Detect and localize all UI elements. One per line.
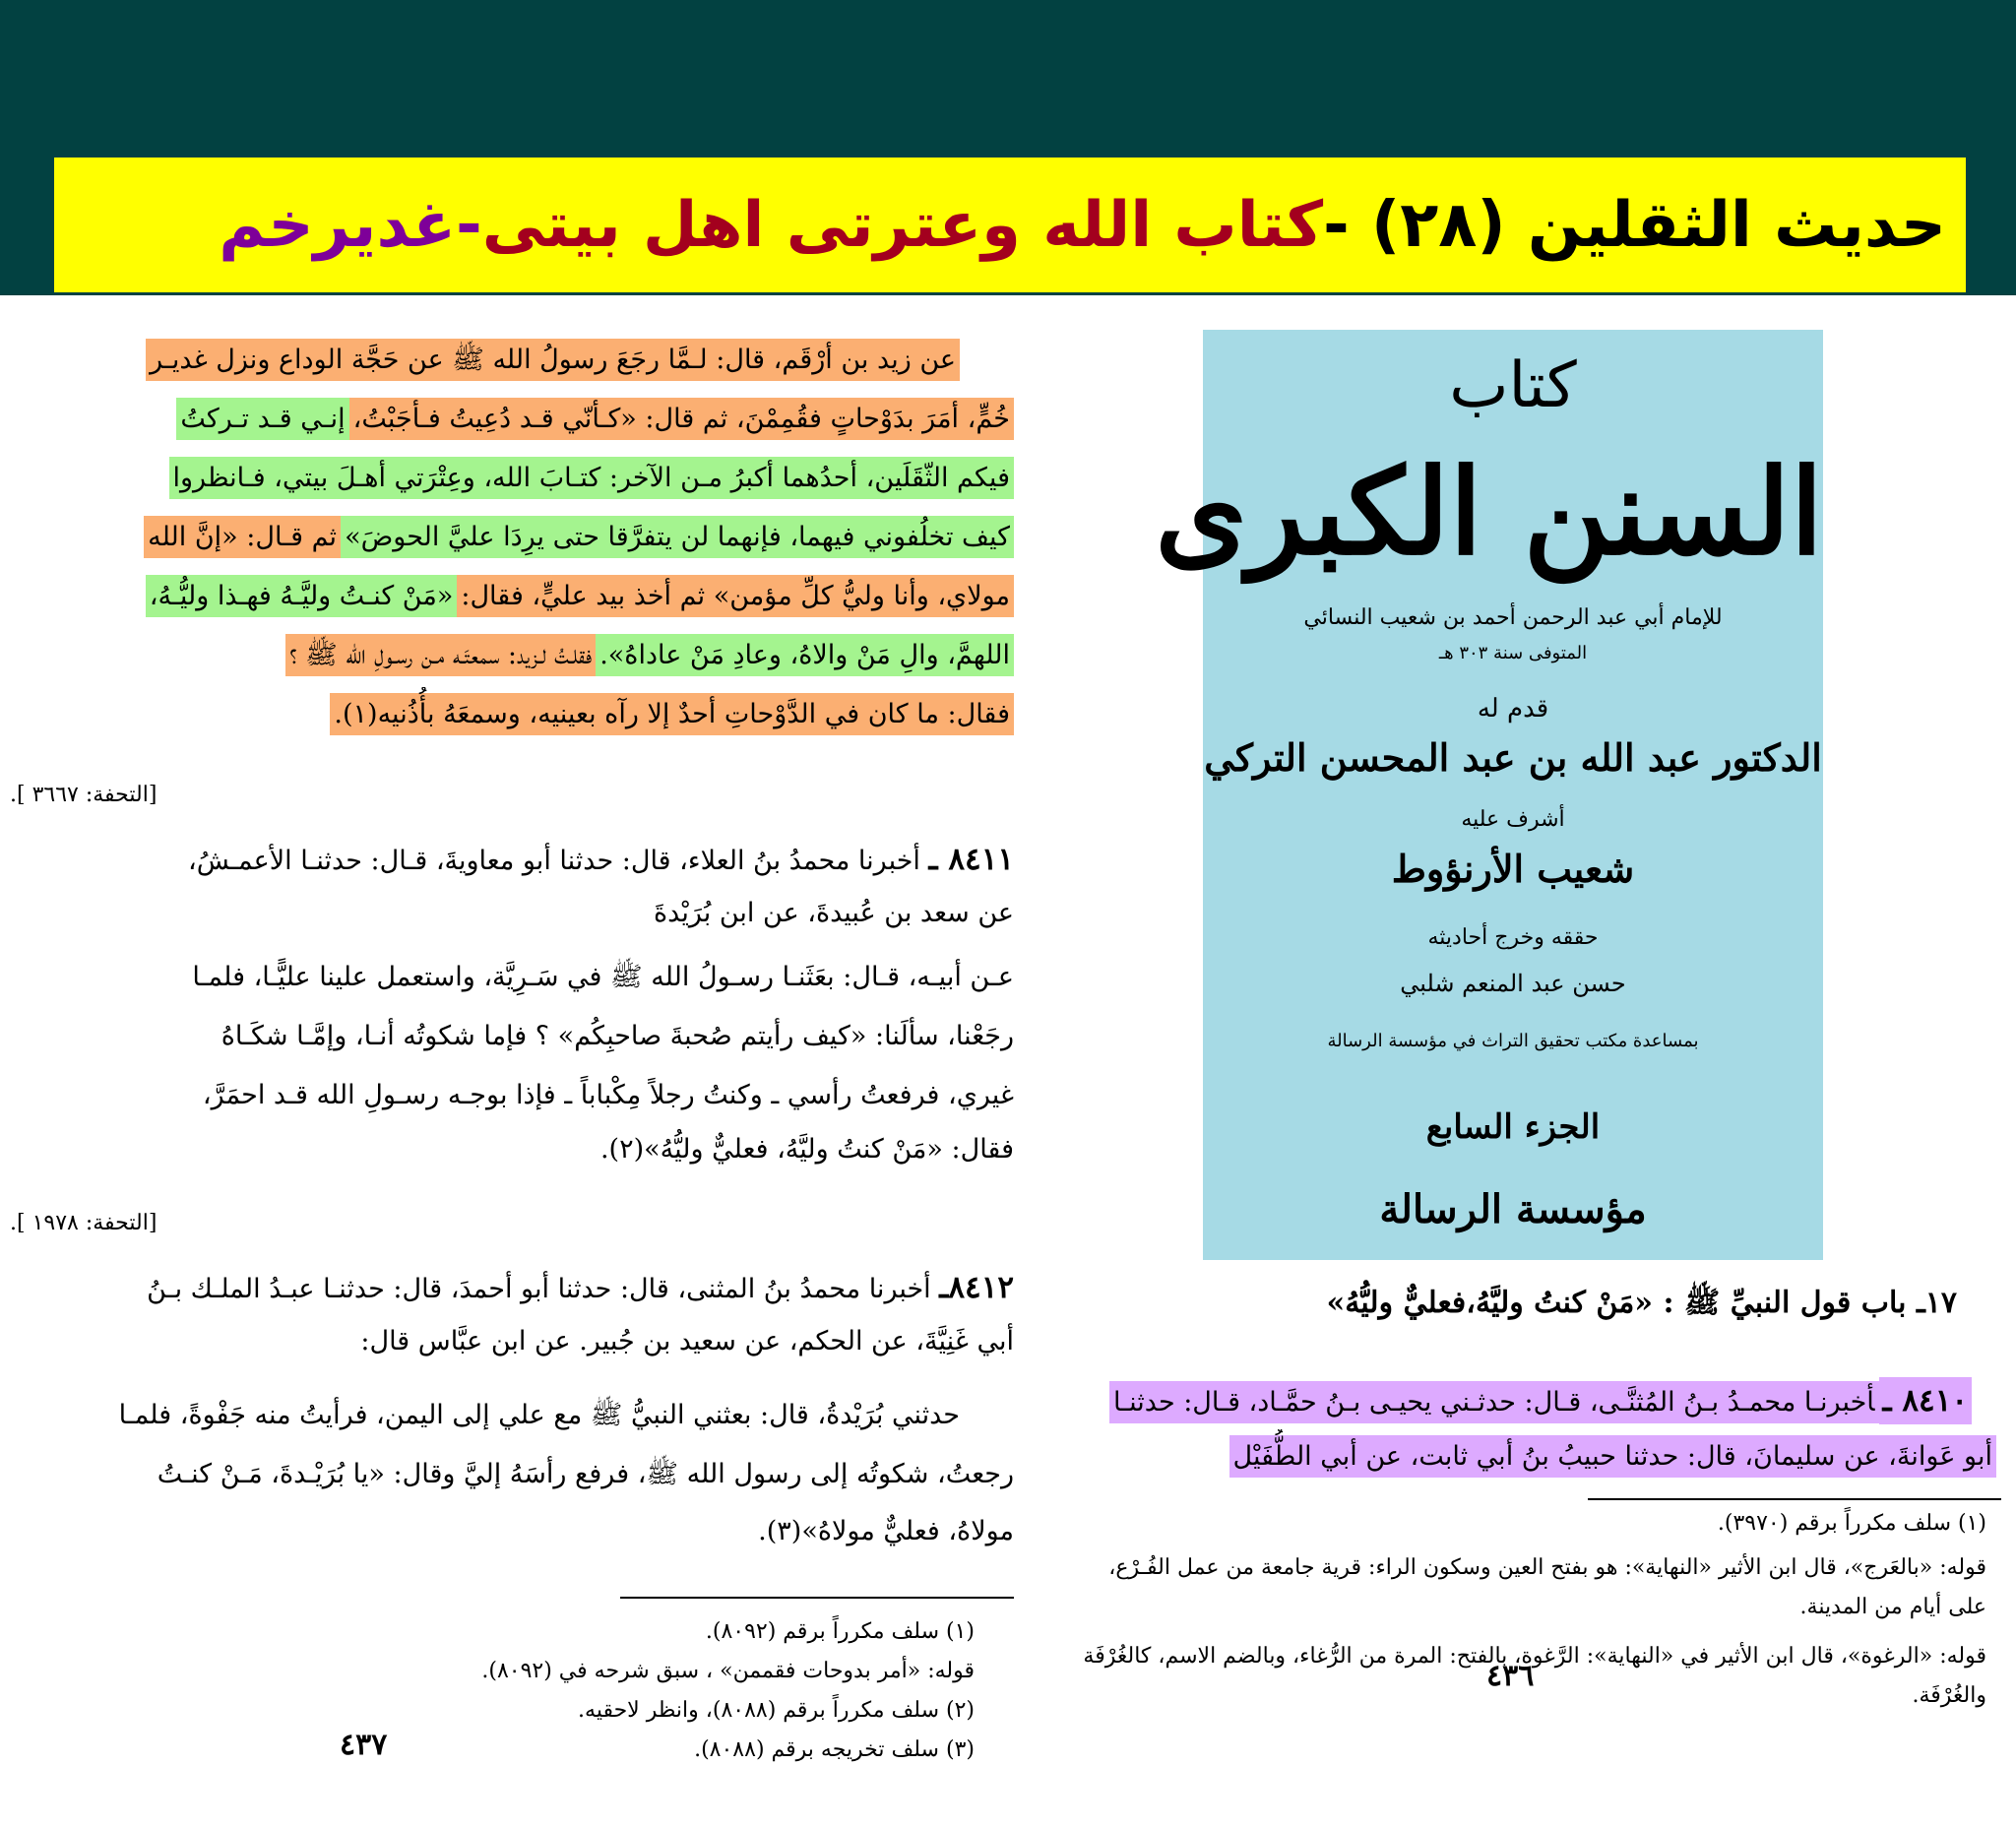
text-line bbox=[285, 628, 1014, 683]
cover-editor: الدكتور عبد الله بن عبد المحسن التركي bbox=[1204, 735, 1822, 780]
tuhfa-reference: [التحفة: ١٩٧٨ ]. bbox=[10, 1211, 158, 1235]
cover-verified-label: حققه وخرج أحاديثه bbox=[1427, 925, 1599, 950]
page-number: ٤٣٦ bbox=[1486, 1659, 1535, 1693]
text-segment: غيري، فرفعتُ رأسي ـ وكنتُ رجلاً مِكْباباً ـ فإذا بوجـه رسـولِ الله قـد احمَرَّ، bbox=[202, 1080, 1014, 1110]
text-segment: عـن أبيـه، قـال: بعَثَنـا رسـولُ الله ﷺ في سَـرِيَّة، واستعمل علينا عليًّـا، فلمـا bbox=[192, 962, 1014, 992]
text-segment: رجعتُ، شكوتُه إلى رسول الله ﷺ، فرفع رأسَهُ إليَّ وقال: «يا بُرَيْـدةَ، مَـنْ كنـتُ bbox=[157, 1459, 1014, 1489]
text-segment: رجَعْنا، سألَنا: «كيف رأيتم صُحبةَ صاحبِكُم» ؟ فإما شكوتُه أنـا، وإمَّـا شكَـاهُ bbox=[220, 1021, 1014, 1051]
tuhfa-reference: [التحفة: ٣٦٦٧ ]. bbox=[10, 783, 158, 807]
text-line bbox=[119, 1388, 960, 1443]
highlight-segment: «مَنْ كنـتُ وليَّـهُ فهـذا وليُّـهُ، bbox=[146, 575, 458, 617]
cover-author: للإمام أبي عبد الرحمن أحمد بن شعيب النسائي bbox=[1303, 605, 1723, 630]
highlight-segment: عن زيد بن أرْقَم، قال: لـمَّا رجَعَ رسولُ الله ﷺ عن حَجَّة الوداع ونزل غديـر bbox=[146, 339, 960, 381]
footnote: والغُرْفَة. bbox=[1912, 1683, 1986, 1708]
text-line bbox=[188, 832, 1014, 887]
highlight-segment: خُمٍّ، أمَرَ بدَوْحاتٍ فقُمِمْنَ، ثم قال: «كـأنّي قـد دُعِيتُ فـأجَبْتُ، bbox=[349, 398, 1014, 440]
highlight-segment: فقلـتُ لـزيد: سمعتَـه مـن رسـولِ الله ﷺ ؟ bbox=[285, 634, 596, 676]
right-page bbox=[1039, 1270, 2016, 1828]
cover-died: المتوفى سنة ٣٠٣ هـ bbox=[1438, 643, 1588, 663]
text-line bbox=[600, 1122, 1014, 1177]
text-line bbox=[758, 1504, 1014, 1559]
cover-volume: الجزء السابع bbox=[1425, 1107, 1601, 1147]
highlight-segment: مولاي، وأنا وليُّ كلِّ مؤمن» ثم أخذ بيد عليٍّ، فقال: bbox=[457, 575, 1014, 617]
footnote: قوله: «الرغوة»، قال ابن الأثير في «النهاية»: الرَّغوة، بالفتح: المرة من الرُّغاء، وبالضم الاسم، كالغُرْفَة bbox=[1083, 1644, 1986, 1669]
title-banner bbox=[54, 158, 1966, 292]
footnote: (٣) سلف تخريجه برقم (٨٠٨٨). bbox=[694, 1737, 975, 1762]
book-cover bbox=[1155, 330, 1823, 1260]
highlight-segment: كيف تخلُفوني فيهما، فإنهما لن يتفرَّقا حتى يرِدَا عليَّ الحوضَ» bbox=[341, 516, 1014, 558]
cover-intro-label: قدم له bbox=[1477, 694, 1549, 724]
hadith-number: ٨٤١١ ـ bbox=[928, 842, 1014, 877]
text-segment: حدثني بُرَيْدةُ، قال: بعثني النبيُّ ﷺ مع علي إلى اليمن، فرأيتُ منه جَفْوةً، فلمـا bbox=[118, 1400, 960, 1430]
text-line bbox=[147, 1260, 1014, 1315]
highlight-segment: ثم قـال: «إنَّ الله bbox=[144, 516, 341, 558]
left-page bbox=[10, 295, 1014, 1828]
highlight-segment: أخبرنـا محمـدُ بـنُ المُثنَّـى، قـال: حدثـني يحيـى بـنُ حمَّـاد، قـال: حدثنـا bbox=[1109, 1381, 1879, 1423]
text-line bbox=[203, 1068, 1014, 1123]
text-segment: فقال: «مَنْ كنتُ وليَّهُ، فعليٌّ وليُّهُ»(٢). bbox=[599, 1134, 1014, 1165]
text-segment: أبي غَنِيَّةَ، عن الحكم، عن سعيد بن جُبير. عن ابن عبَّاس قال: bbox=[360, 1326, 1014, 1356]
text-line bbox=[654, 886, 1014, 941]
text-segment: مولاهُ، فعليٌّ مولاهُ»(٣). bbox=[758, 1516, 1014, 1546]
text-line bbox=[146, 333, 960, 388]
footnote: قوله: «بالعَرج»، قال ابن الأثير «النهاية»: هو بفتح العين وسكون الراء: قرية جامعة من عمل الفُـرْع، bbox=[1108, 1555, 1986, 1580]
text-line bbox=[144, 510, 1014, 565]
text-segment: أخبرنا محمدُ بنُ العلاء، قال: حدثنا أبو معاويةَ، قـال: حدثنـا الأعمـشُ، bbox=[187, 846, 920, 876]
text-line bbox=[221, 1009, 1014, 1064]
hadith-number: ٨٤١٠ ـ bbox=[1879, 1377, 1972, 1424]
text-line bbox=[330, 687, 1014, 742]
text-line bbox=[1109, 1373, 1972, 1428]
highlight-segment: اللهمَّ، والِ مَنْ والاهُ، وعادِ مَنْ عاداهُ». bbox=[596, 634, 1014, 676]
text-line bbox=[176, 392, 1014, 447]
footnote: (٢) سلف مكرراً برقم (٨٠٨٨)، وانظر لاحقيه. bbox=[578, 1698, 975, 1723]
text-line bbox=[169, 451, 1014, 506]
chapter-heading: ١٧ـ باب قول النبيِّ ﷺ : «مَنْ كنتُ وليَّهُ،فعليٌّ وليُّهُ» bbox=[1326, 1286, 1957, 1320]
text-line bbox=[158, 1447, 1014, 1502]
cover-verifier: حسن عبد المنعم شلبي bbox=[1400, 970, 1626, 997]
footnote: على أيام من المدينة. bbox=[1799, 1595, 1986, 1619]
text-line bbox=[192, 950, 1014, 1005]
footnote-rule bbox=[1588, 1498, 2001, 1500]
highlight-segment: إنـي قـد تـركتُ bbox=[176, 398, 348, 440]
cover-assistance: بمساعدة مكتب تحقيق التراث في مؤسسة الرسالة bbox=[1327, 1031, 1699, 1051]
text-segment: عن سعد بن عُبيدةَ، عن ابن بُرَيْدةَ bbox=[654, 898, 1014, 928]
cover-book-label: كتاب bbox=[1449, 349, 1577, 422]
footnote: قوله: «أمر بدوحات فقممن» ، سبق شرحه في (٨٠٩٢). bbox=[481, 1659, 975, 1683]
title-part-3: -غديرخم bbox=[219, 188, 482, 262]
hadith-number: ٨٤١٢ـ bbox=[939, 1270, 1014, 1305]
cover-supervise-label: أشرف عليه bbox=[1461, 807, 1565, 832]
highlight-segment: أبو عَوانةَ، عن سليمانَ، قال: حدثنا حبيبُ بنُ أبي ثابت، عن أبي الطُّفَيْل bbox=[1229, 1435, 1996, 1478]
footnote: (١) سلف مكرراً برقم (٨٠٩٢). bbox=[705, 1619, 975, 1644]
text-line bbox=[360, 1314, 1014, 1369]
cover-publisher: مؤسسة الرسالة bbox=[1379, 1186, 1647, 1232]
title-part-2: كتاب الله وعترتى اهل بيتى bbox=[481, 188, 1324, 262]
footnote-rule bbox=[620, 1597, 1014, 1599]
text-line bbox=[1229, 1429, 1996, 1484]
title-part-1: حديث الثقلين (٢٨) - bbox=[1323, 188, 1946, 262]
text-segment: أخبرنا محمدُ بنُ المثنى، قال: حدثنا أبو أحمدَ، قال: حدثنـا عبـدُ الملـك بـنُ bbox=[147, 1274, 931, 1304]
highlight-segment: فقال: ما كان في الدَّوْحاتِ أحدٌ إلا رآه بعينيه، وسمعَهُ بأُذُنيه(١). bbox=[330, 693, 1014, 735]
page-number: ٤٣٧ bbox=[340, 1728, 388, 1762]
cover-supervisor: شعيب الأرنؤوط bbox=[1391, 847, 1635, 891]
text-line bbox=[146, 569, 1014, 624]
footnote: (١) سلف مكرراً برقم (٣٩٧٠). bbox=[1717, 1511, 1986, 1536]
highlight-segment: فيكم الثّقَلَين، أحدُهما أكبرُ مـن الآخر: كتـابَ الله، وعِتْرَتي أهـلَ بيتي، فـانظروا bbox=[169, 457, 1014, 499]
cover-book-title: السنن الكبرى bbox=[1155, 443, 1823, 582]
